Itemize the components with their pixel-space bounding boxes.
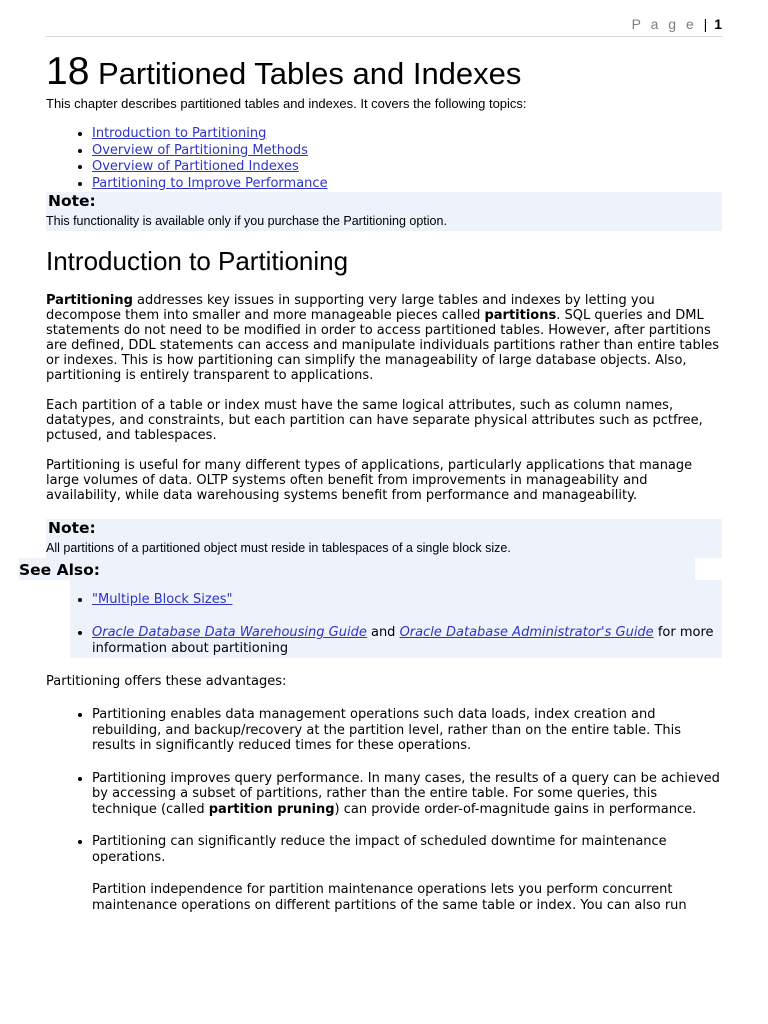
topic-list — [46, 126, 722, 192]
page-label: P a g e — [631, 16, 697, 32]
toc-link-performance[interactable]: Partitioning to Improve Performance — [92, 175, 328, 191]
advantage-subparagraph: Partition independence for partition maintenance operations lets you perform concurrent maintenance operations on different partitions of the same table or index. You can also run — [92, 882, 687, 913]
note-label: Note: — [48, 519, 96, 537]
paragraph: Partitioning is useful for many different types of applications, particularly applications that manage large volumes of data. OLTP systems often benefit from improvements in manageability and availability, while data warehousing systems benefit from performance and manageability. — [46, 458, 693, 503]
note-text: All partitions of a partitioned object must reside in tablespaces of a single block size. — [46, 541, 511, 555]
bold-term: partitions — [484, 308, 557, 323]
chapter-title-text: Partitioned Tables and Indexes — [98, 56, 522, 91]
note-label: Note: — [48, 192, 96, 210]
list-item — [92, 834, 722, 913]
bold-term: Partitioning — [46, 293, 133, 308]
advantages-intro: Partitioning offers these advantages: — [46, 674, 287, 689]
page-separator: | — [703, 16, 708, 32]
toc-link-introduction[interactable]: Introduction to Partitioning — [92, 126, 267, 141]
list-item — [92, 176, 722, 193]
paragraph-text: . SQL queries and DML statements do not need to be modified in order to access partitioned tables. However, after partitions are defined, DDL statements can access and manipulate individuals partitions rather than entire tables or indexes. This is how partitioning can simplify the manageability of large database objects. Also, partitioning is entirely transparent to applications. — [46, 308, 720, 383]
chapter-intro: This chapter describes partitioned tables and indexes. It covers the following topics: — [46, 96, 527, 111]
list-item: • Partitioning enables data management operations such data loads, index creation and rebuilding, and backup/recovery at the partition level, rather than on the entire table. This results in significantly reduced times for these operations. — [92, 707, 722, 754]
see-also-text: for more information about partitioning — [92, 625, 714, 656]
see-also-text: and — [366, 625, 400, 640]
see-also-link-block-sizes[interactable]: "Multiple Block Sizes" — [92, 592, 233, 607]
advantages-list — [46, 707, 722, 913]
page-number-header — [46, 16, 722, 37]
note-box — [46, 519, 722, 558]
advantage-text: ) can provide order-of-magnitude gains in performance. — [334, 801, 697, 817]
list-item — [92, 159, 722, 176]
see-also-link-dw-guide[interactable]: Oracle Database Data Warehousing Guide — [92, 625, 367, 640]
see-also-link-admin-guide[interactable]: Oracle Database Administrator's Guide — [399, 625, 654, 640]
chapter-title — [46, 50, 722, 96]
chapter-number: 18 — [46, 50, 90, 93]
see-also-box — [19, 558, 722, 658]
see-also-list — [70, 580, 722, 657]
note-box — [46, 192, 722, 231]
list-item — [92, 592, 722, 608]
document-body — [19, 50, 722, 930]
advantage-text: Partitioning improves query performance. In many cases, the results of a query can be achieved by accessing a subset of partitions, rather than the entire table. For some queries, this technique (called — [92, 770, 720, 817]
bold-term: partition pruning — [208, 801, 335, 817]
page-number: 1 — [714, 16, 722, 32]
list-item — [92, 771, 722, 818]
list-item — [92, 143, 722, 160]
paragraph-text: addresses key issues in supporting very large tables and indexes by letting you decompose them into smaller and more manageable pieces called — [46, 293, 655, 323]
note-text: This functionality is available only if you purchase the Partitioning option. — [46, 214, 447, 228]
advantage-text: Partitioning can significantly reduce the impact of scheduled downtime for maintenance operations. — [92, 834, 667, 865]
paragraph — [46, 293, 722, 383]
list-item — [92, 126, 722, 143]
section-heading: Introduction to Partitioning — [46, 246, 349, 276]
see-also-label: See Also: — [19, 558, 695, 580]
toc-link-methods[interactable]: Overview of Partitioning Methods — [92, 142, 308, 158]
list-item — [92, 625, 722, 657]
paragraph: Each partition of a table or index must have the same logical attributes, such as column names, datatypes, and constraints, but each partition can have separate physical attributes such as pctfree, pctused, and tablespaces. — [46, 398, 703, 443]
toc-link-indexes[interactable]: Overview of Partitioned Indexes — [92, 159, 299, 174]
see-also-content — [70, 580, 722, 658]
